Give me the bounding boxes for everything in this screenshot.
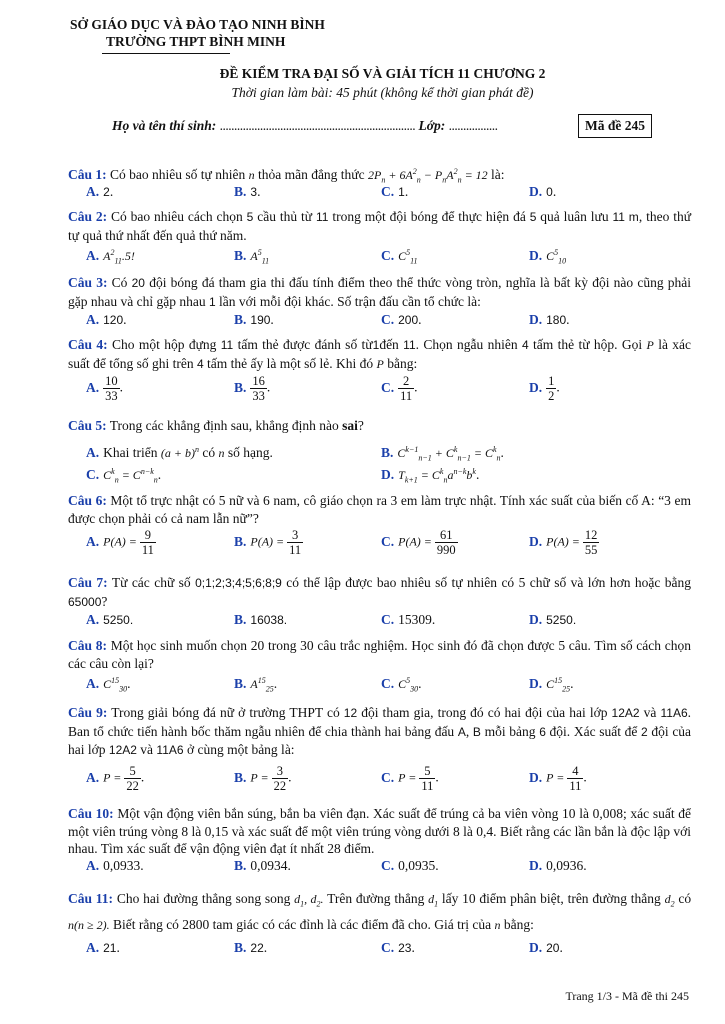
question-text: đội của hai lớp [68,723,692,757]
question-text: đến [379,337,399,352]
class-dots: ................. [448,118,498,133]
question-label: Câu 5: [68,418,107,433]
math-expression: n(n ≥ 2). [68,918,110,933]
digits-set: 0;1;2;3;4;5;6;8;9 [195,576,282,590]
question-text: tấm thẻ từ hộp. Gọi [533,337,643,352]
option-a[interactable]: A. 2. [86,184,114,199]
fraction: $\frac{5}{22}$ [126,764,139,793]
option-c[interactable]: C. 200. [381,312,422,327]
question-6 [68,492,691,527]
question-label: Câu 9: [68,705,108,720]
option-a[interactable]: A. 0,0933. [86,858,144,873]
question-label: Câu 7: [68,575,108,590]
question-4 [68,336,691,373]
option-b[interactable]: B. $A^5_{11}$ [234,248,270,266]
question-text: và [643,705,657,720]
math-var: P [646,338,654,352]
student-name-dots: .................................................................... [219,118,416,133]
question-label: Câu 6: [68,493,107,508]
question-text: Có [111,275,128,290]
question-label: Câu 2: [68,209,108,224]
question-text: lần với mỗi đội khác. Số trận đấu cần tổ chức là: [219,293,481,309]
number: 5 [246,210,254,224]
question-8 [68,637,691,672]
question-10 [68,805,691,858]
fraction: $\frac{1}{2}$ [548,374,555,403]
exam-code-box: Mã đề 245 [578,114,652,138]
options-row [86,184,696,204]
number: 65000 [68,594,102,609]
options-row [86,467,696,487]
question-text: tấm thẻ ấy là một số lẻ. Khi đó [207,355,374,371]
fraction: $\frac{5}{11}$ [421,764,434,793]
options-row [86,676,696,696]
question-text: Một vận động viên bắn súng, bắn ba viên đạn. Xác suất để trúng cả ba viên vòng 10 là 0,008; xác suất để một viên trúng vòng 8 là 0,15 và xác suất để một viên trúng vòng dưới 8 là 0,4. Biết rằng các lần bắn là độc lập với nhau. Tìm xác suất để vận động viên đạt ít nhất 28 điểm. [68,806,691,856]
fraction: $\frac{2}{11}$ [400,374,413,403]
question-9: Câu 9: Trong giải bóng đá nữ ở trường THPT có 12 đội tham gia, trong đó có hai đội của hai lớp 12A2 và 11A6. Ban tổ chức tiến hành bốc thăm ngẫu nhiên để chia thành hai bảng đấu A, B mỗi bảng 6 đội. Xác suất để 2 đội của hai lớp 12A2 và 11A6 ở cùng một bảng là: [68,705,692,757]
question-11 [68,888,691,936]
option-c[interactable]: C. 0,0935. [381,858,439,873]
math-expression: $d_1$ [428,892,439,909]
fraction: $\frac{4}{11}$ [569,764,582,793]
option-b[interactable]: B. 22. [234,940,268,955]
options-row [86,248,696,268]
student-info-line [112,118,498,134]
page-footer: Trang 1/3 - Mã đề thi 245 [565,989,689,1003]
number: 11 [220,338,234,352]
question-text: là xác suất để tổng số ghi trên [68,337,692,371]
question-text: bằng: [387,355,418,371]
question-text: ở cùng một bảng là: [186,742,295,757]
emphasis-text: sai [342,418,358,433]
question-text: Có bao nhiêu cách chọn [111,209,243,224]
option-c[interactable]: C. P = $\frac{5}{11}$ . [381,764,439,793]
options-row [86,858,696,878]
option-a[interactable]: A. Khai triển $(a + b)^n$ có n số hạng. [86,445,273,460]
number: 20 [131,276,145,290]
question-text: Biết rằng có 2800 tam giác có các đỉnh là các điểm đã cho. Giá trị của [112,917,492,933]
option-a[interactable]: A. $C^{15}_{30}$. [86,676,131,694]
option-b[interactable]: B. 190. [234,312,274,327]
number: 1 [372,338,380,352]
options-row [86,374,696,410]
fraction: $\frac{9}{11}$ [141,528,154,557]
option-d[interactable]: D. 20. [529,940,563,955]
number: 6 [539,724,546,739]
question-label: Câu 8: [68,638,107,653]
question-text: tấm thẻ được đánh số từ [237,337,373,352]
question-text: Có bao nhiêu số tự nhiên [110,167,246,182]
option-b[interactable]: B. P = $\frac{3}{22}$ . [234,764,292,793]
question-text: Một tổ trực nhật có 5 nữ và 6 nam, cô giáo chọn ra 3 em làm trực nhật. Tính xác suất của biến cố A: “3 em được chọn phải có cả nam lẫn nữ”? [68,493,691,526]
department-name: SỞ GIÁO DỤC VÀ ĐÀO TẠO NINH BÌNH [70,17,325,32]
fraction: $\frac{12}{55}$ [584,528,598,557]
option-d[interactable]: D. $T_{k+1} = C^k_na^{n-k}b^k$. [381,467,480,485]
option-a[interactable]: A. $A^2_{11}.5$! [86,248,135,266]
option-a[interactable]: A. P = $\frac{5}{22}$ . [86,764,145,793]
question-text: . Chọn ngẫu nhiên [415,337,518,352]
option-d[interactable]: D. 0,0936. [529,858,587,873]
group-label: A [457,724,466,739]
question-text: Cho một hộp đựng [111,337,217,352]
question-text: ? [357,418,364,433]
option-d[interactable]: D. P = $\frac{4}{11}$ . [529,764,587,793]
exam-title: ĐỀ KIỂM TRA ĐẠI SỐ VÀ GIẢI TÍCH 11 CHƯƠNG 2 [219,66,546,81]
question-text: Trên đường thẳng [327,891,425,906]
number: 4 [521,338,529,352]
question-text: mỗi bảng [484,723,536,739]
option-c[interactable]: C. P(A) = $\frac{61}{990}$ [381,528,456,557]
question-label: Câu 10: [68,806,114,821]
option-c[interactable]: C. $C^k_n = C^{n-k}_n$. [86,467,162,485]
class-code: 11A6 [660,706,688,720]
question-text: Một học sinh muốn chọn 20 trong 30 câu trắc nghiệm. Học sinh đó đã chọn được 5 câu. Tìm số cách chọn các câu còn lại? [68,638,691,671]
question-text: có thể lập được bao nhiêu số tự nhiên có 5 chữ số và lớn hơn hoặc bằng [286,575,692,590]
question-text: lấy 10 điểm phân biệt, trên đường thẳng [441,891,661,906]
option-c[interactable]: C. 15309. [381,612,436,627]
question-text: Cho hai đường thẳng song song [116,891,291,906]
option-b[interactable]: B. $A^{15}_{25}$. [234,676,278,694]
group-label: B [472,724,481,739]
question-5 [68,417,691,435]
number: 11 [315,210,329,224]
options-row [86,764,696,800]
class-code: 12A2 [108,743,137,757]
question-2: Câu 2: Có bao nhiêu cách chọn 5 cầu thủ từ 11 trong một đội bóng để thực hiện đá 5 quả luân lưu 11 m, theo thứ tự quả thứ nhất đến quả thứ năm. [68,209,692,243]
question-label: Câu 4: [68,337,108,352]
options-row [86,612,696,632]
number: 1 [208,294,216,309]
math-expression: $2P_n + 6A^2_n - P_nA^2_n = 12$ [368,167,488,185]
option-c[interactable]: C. $C^5_{11}$ [381,248,418,266]
options-row [86,312,696,332]
question-text: và [140,742,154,757]
option-a[interactable]: A. 5250. [86,612,134,627]
option-b[interactable]: B. $C^{k-1}_{n-1} + C^k_{n-1} = C^k_n$. [381,445,504,463]
school-name: TRƯỜNG THPT BÌNH MINH [106,34,286,49]
question-7 [68,574,691,611]
question-text: Trong các khẳng định sau, khẳng định nào [109,418,339,433]
class-label: Lớp: [418,118,446,133]
question-label: Câu 3: [68,275,108,290]
fraction: $\frac{3}{22}$ [273,764,287,793]
question-text: trong một đội bóng để thực hiện đá [332,209,526,224]
fraction: $\frac{16}{33}$ [252,374,265,403]
number: 12 [343,706,358,720]
fraction: $\frac{61}{990}$ [436,528,456,557]
math-var: n [248,168,255,182]
question-text: có [678,891,692,906]
number: 11 m [612,210,639,224]
option-d[interactable]: D. P(A) = $\frac{12}{55}$ [529,528,598,557]
option-d[interactable]: D. $C^{15}_{25}$. [529,676,574,694]
question-label: Câu 1: [68,167,107,182]
question-text: ? [101,593,108,609]
option-d[interactable]: D. 180. [529,312,570,327]
option-b[interactable]: B. 0,0934. [234,858,291,873]
question-text: quả luân lưu [540,209,609,224]
number: 4 [196,356,204,371]
option-b[interactable]: B. P(A) = $\frac{3}{11}$ [234,528,302,557]
question-3 [68,274,691,311]
option-a[interactable]: A. 120. [86,312,127,327]
options-row [86,528,696,564]
question-text: đội tham gia, trong đó có hai đội của hai lớp [361,705,608,720]
student-name-label: Họ và tên thí sinh: [112,118,217,133]
question-text: theo thứ tự quả thứ nhất đến quả thứ năm. [68,209,692,243]
option-d[interactable]: D. 0. [529,184,557,199]
number: 11 [403,338,416,352]
option-b[interactable]: B. 16038. [234,612,288,627]
math-expression: $d_2$ [664,892,675,909]
option-a[interactable]: A. P(A) = $\frac{9}{11}$ [86,528,154,557]
option-a[interactable]: A. $\frac{10}{33}$ . [86,374,123,403]
option-c[interactable]: C. $C^5_{30}$. [381,676,422,694]
number: 5 [529,210,537,224]
option-b[interactable]: B. 3. [234,184,261,199]
question-text: thỏa mãn đẳng thức [257,167,365,182]
question-text: Trong giải bóng đá nữ ở trường THPT có [111,705,340,720]
options-row [86,940,696,960]
option-d[interactable]: D. $\frac{1}{2}$ . [529,374,560,403]
option-d[interactable]: D. 5250. [529,612,577,627]
question-text: bằng: [503,917,534,933]
options-row [86,443,696,463]
option-d[interactable]: D. $C^5_{10}$ [529,248,567,266]
school-header [70,16,325,50]
question-text: là: [491,167,505,182]
class-code: 12A2 [611,706,640,720]
question-text: Từ các chữ số [111,575,191,590]
math-var: P [376,356,384,371]
class-code: 11A6 [156,743,184,757]
option-b[interactable]: B. $\frac{16}{33}$ . [234,374,271,403]
question-text: cầu thủ từ [257,209,313,224]
option-c[interactable]: C. $\frac{2}{11}$ . [381,374,418,403]
header-underline [102,53,230,54]
number: 2 [641,724,648,739]
math-expression: $d_1$, $d_2$. [294,892,324,909]
question-label: Câu 11: [68,891,114,906]
option-c[interactable]: C. 23. [381,940,415,955]
fraction: $\frac{3}{11}$ [289,528,302,557]
question-text: . Ban tổ chức tiến hành bốc thăm ngẫu nhiên để chia thành hai bảng đấu [68,705,691,739]
question-text: đội. Xác suất để [549,723,638,739]
time-note: Thời gian làm bài: 45 phút (không kể thời gian phát đề) [231,85,534,100]
fraction: $\frac{10}{33}$ [105,374,118,403]
math-var: n [494,918,501,933]
option-a[interactable]: A. 21. [86,940,120,955]
option-c[interactable]: C. 1. [381,184,409,199]
question-text: đội bóng đá tham gia thi đấu tính điểm theo thể thức vòng tròn, nghĩa là bất kỳ đội nào cũng phải gặp nhau và chỉ gặp nhau [68,275,692,309]
